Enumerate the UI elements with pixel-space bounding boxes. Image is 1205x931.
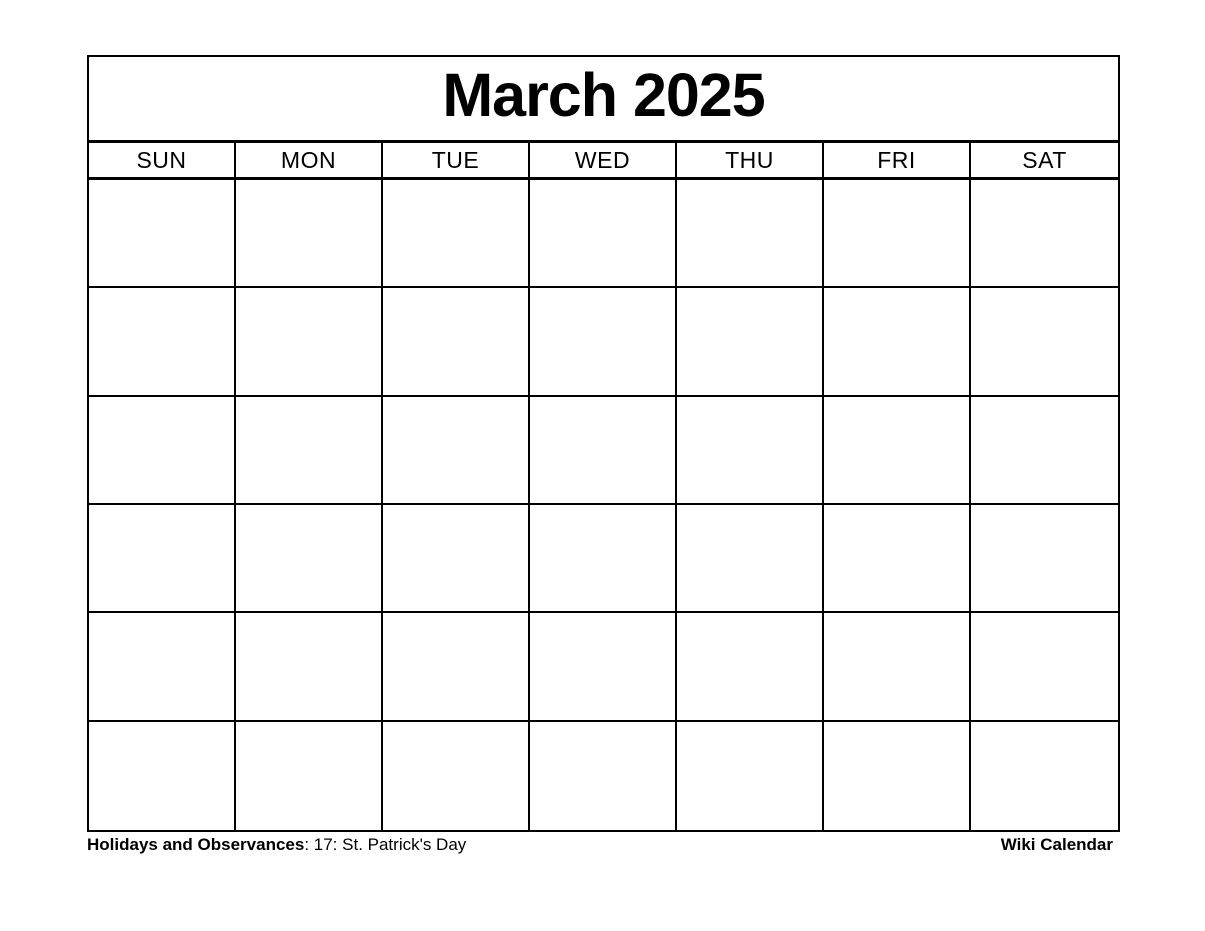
day-cell: [383, 397, 530, 505]
day-cell: [824, 180, 971, 288]
day-cell: [677, 180, 824, 288]
weekday-label-tue: TUE: [383, 143, 530, 177]
day-cell: [89, 505, 236, 613]
day-cell: [383, 288, 530, 396]
footer: [87, 835, 1113, 855]
weekday-label-sun: SUN: [89, 143, 236, 177]
day-cell: [971, 397, 1118, 505]
day-cell: [236, 722, 383, 830]
day-cell: [677, 397, 824, 505]
day-cell: [236, 288, 383, 396]
day-cell: [824, 505, 971, 613]
day-cell: [971, 180, 1118, 288]
day-cell: [383, 722, 530, 830]
weekday-label-thu: THU: [677, 143, 824, 177]
day-cell: [824, 397, 971, 505]
day-cell: [971, 505, 1118, 613]
day-cell: [236, 180, 383, 288]
holidays-text: : 17: St. Patrick's Day: [304, 835, 467, 854]
weekday-label-fri: FRI: [824, 143, 971, 177]
day-cell: [530, 722, 677, 830]
day-cell: [383, 180, 530, 288]
day-cell: [89, 397, 236, 505]
day-cell: [824, 288, 971, 396]
day-cell: [971, 722, 1118, 830]
day-cell: [236, 505, 383, 613]
weekday-label-sat: SAT: [1022, 146, 1067, 173]
day-cell: [677, 505, 824, 613]
day-cell: [971, 613, 1118, 721]
day-cell: [824, 722, 971, 830]
day-cell: [383, 613, 530, 721]
day-cell: [383, 505, 530, 613]
weekday-label-mon: MON: [236, 143, 383, 177]
day-cell: [971, 288, 1118, 396]
day-cell: [530, 288, 677, 396]
day-grid: [89, 180, 1118, 830]
calendar-title: March 2025: [442, 61, 765, 129]
day-cell: [530, 180, 677, 288]
holidays-note: [87, 835, 466, 855]
calendar-table: [87, 55, 1120, 832]
day-cell: [89, 613, 236, 721]
day-cell: [236, 613, 383, 721]
day-cell: [89, 722, 236, 830]
brand-label: Wiki Calendar: [1000, 835, 1113, 854]
day-cell: [677, 722, 824, 830]
day-cell: [530, 613, 677, 721]
weekday-label-wed: WED: [530, 143, 677, 177]
weekday-header-row: [89, 143, 1118, 180]
day-cell: [236, 397, 383, 505]
day-cell: [824, 613, 971, 721]
day-cell: [530, 397, 677, 505]
day-cell: [89, 180, 236, 288]
day-cell: [89, 288, 236, 396]
calendar-title-row: [89, 57, 1118, 143]
day-cell: [677, 613, 824, 721]
day-cell: [677, 288, 824, 396]
holidays-label: Holidays and Observances: [87, 835, 305, 854]
day-cell: [530, 505, 677, 613]
